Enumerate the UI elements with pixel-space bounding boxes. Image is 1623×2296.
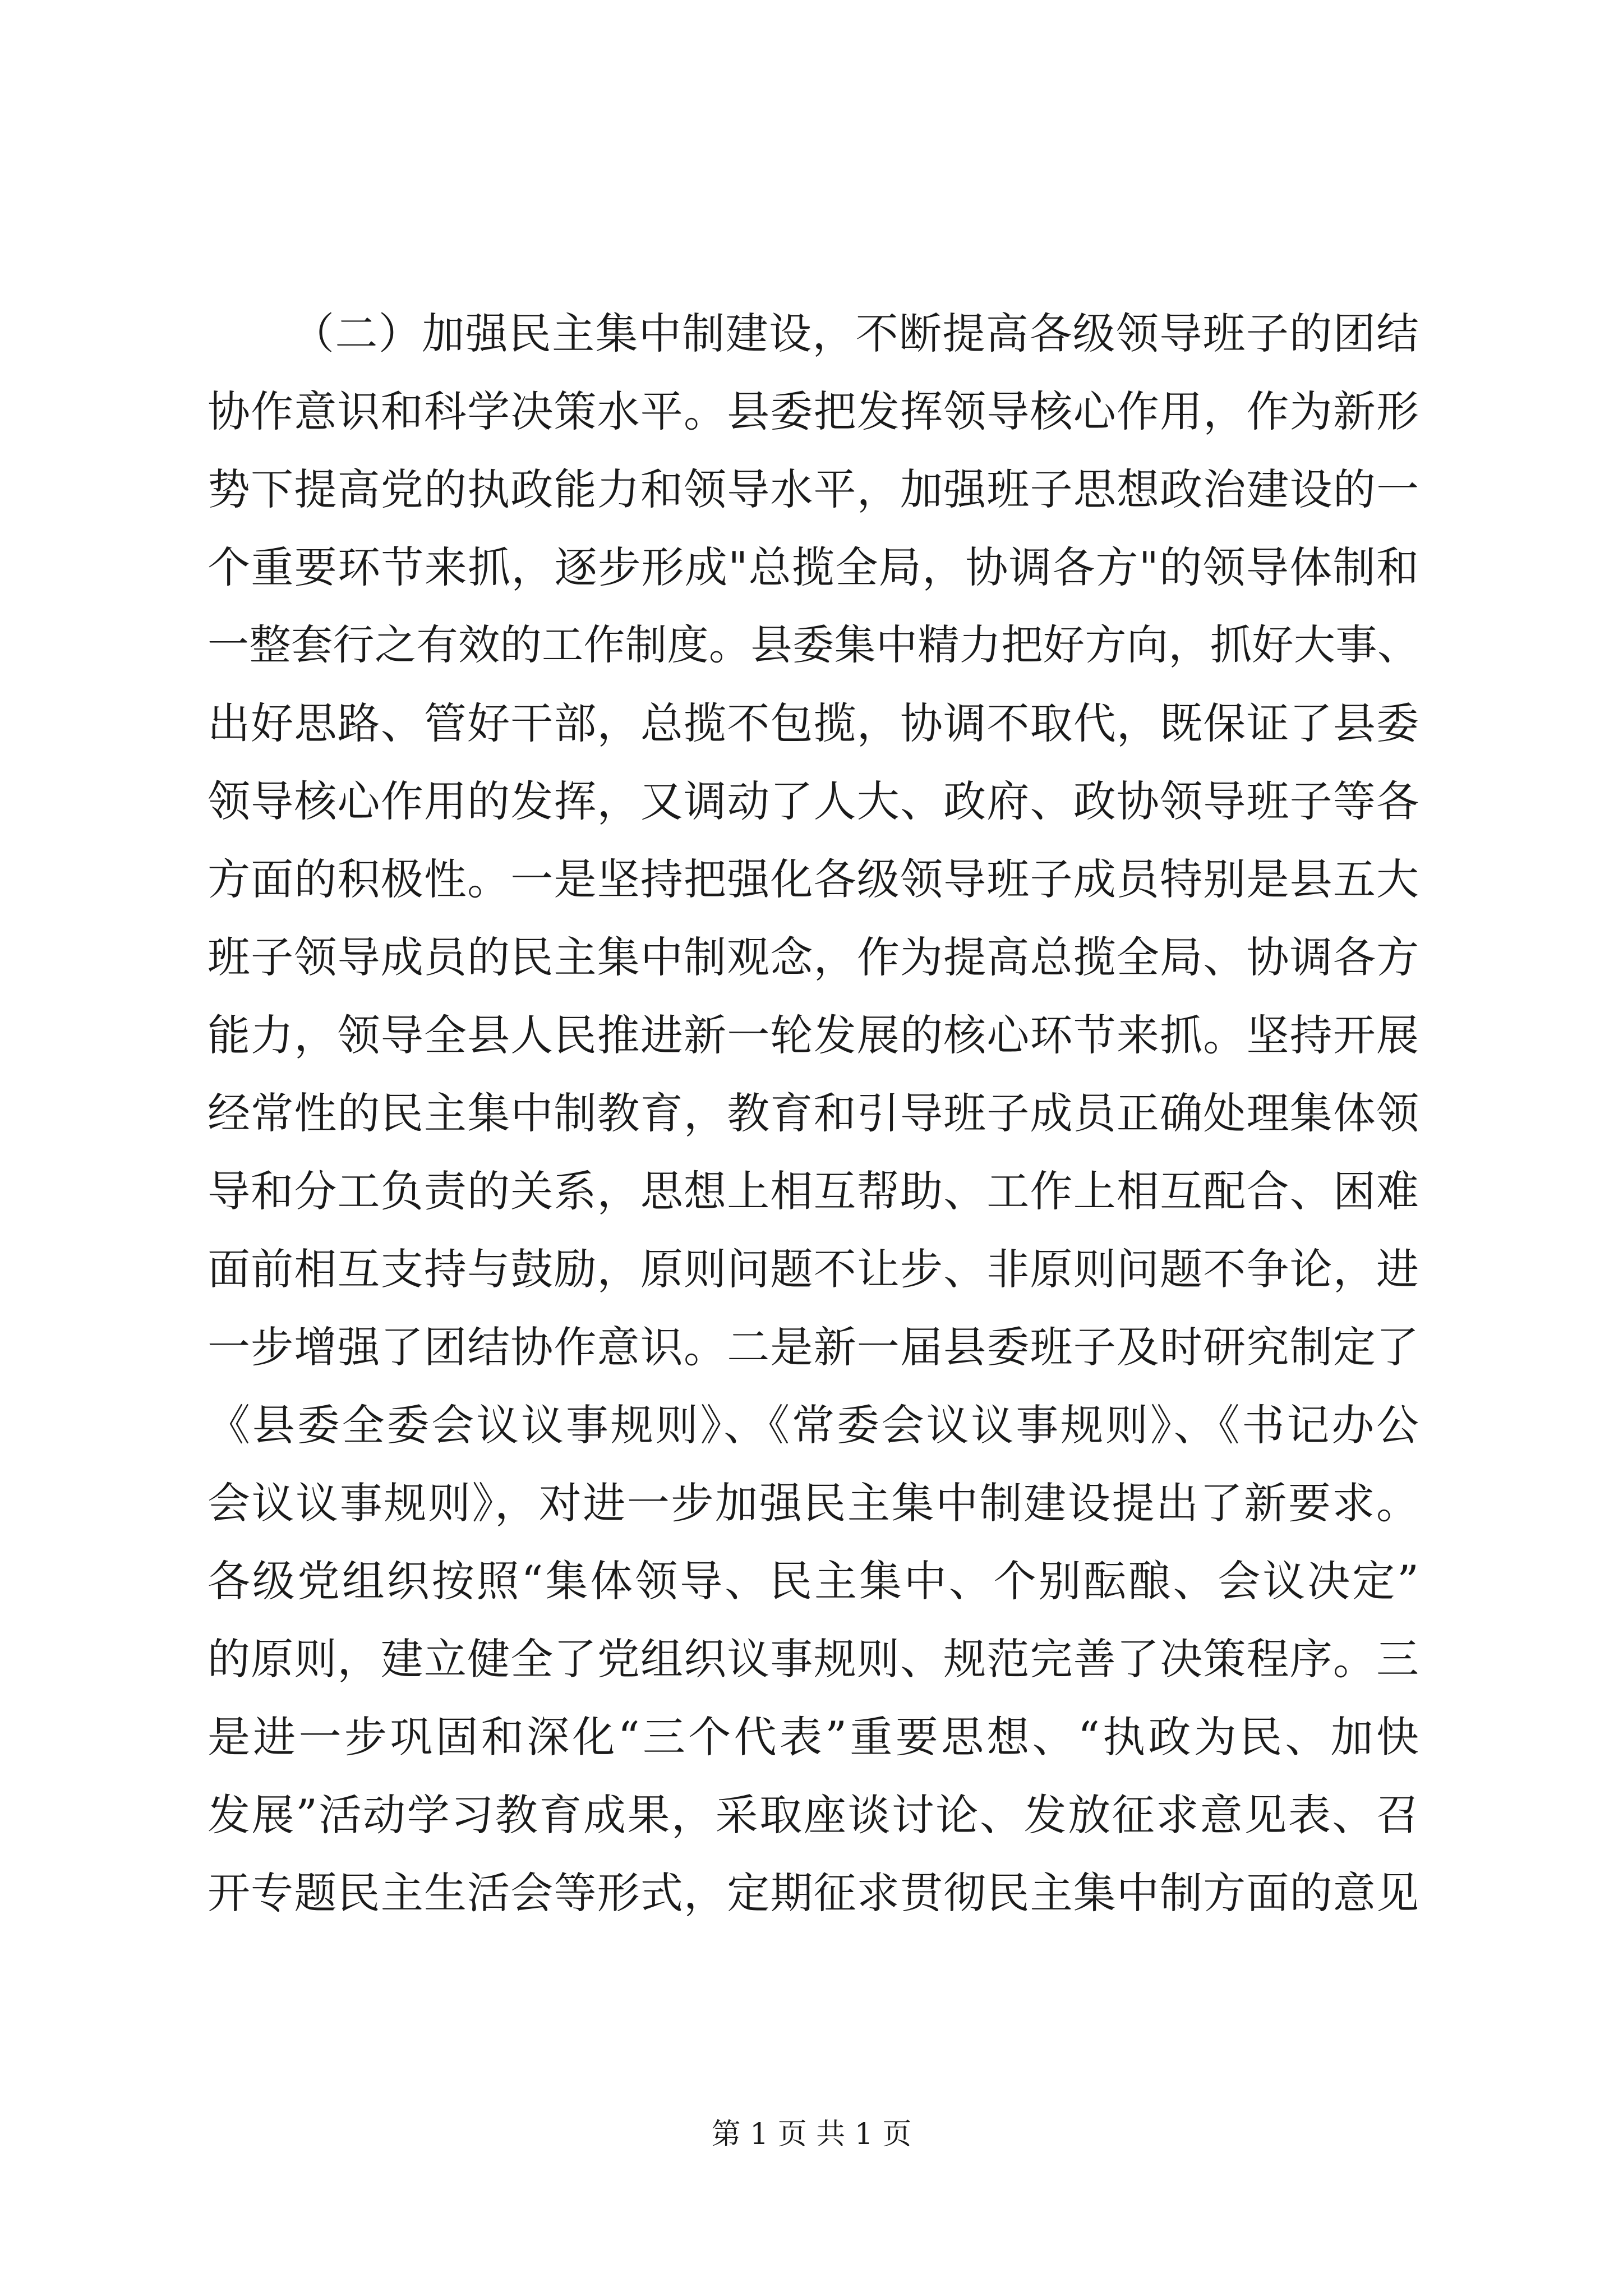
text-line: 各级党组织按照“集体领导、民主集中、个别酝酿、会议决定” (208, 1556, 1419, 1606)
text-line: 协作意识和科学决策水平。县委把发挥领导核心作用，作为新形 (208, 386, 1419, 436)
text-line: 势下提高党的执政能力和领导水平，加强班子思想政治建设的一 (208, 464, 1419, 514)
text-line: 能力，领导全县人民推进新一轮发展的核心环节来抓。坚持开展 (208, 1010, 1419, 1060)
text-line: 开专题民主生活会等形式，定期征求贯彻民主集中制方面的意见 (208, 1868, 1419, 1918)
text-line: 经常性的民主集中制教育，教育和引导班子成员正确处理集体领 (208, 1088, 1419, 1138)
text-line: 出好思路、管好干部，总揽不包揽，协调不取代，既保证了县委 (208, 698, 1419, 748)
text-line: 是进一步巩固和深化“三个代表”重要思想、“执政为民、加快 (208, 1712, 1419, 1762)
page-number-footer: 第 1 页 共 1 页 (711, 2118, 912, 2151)
text-line: 领导核心作用的发挥，又调动了人大、政府、政协领导班子等各 (208, 776, 1419, 826)
text-line: 一步增强了团结协作意识。二是新一届县委班子及时研究制定了 (208, 1322, 1419, 1372)
text-line: 发展”活动学习教育成果，采取座谈讨论、发放征求意见表、召 (208, 1790, 1419, 1840)
text-line: 面前相互支持与鼓励，原则问题不让步、非原则问题不争论，进 (208, 1244, 1419, 1294)
text-line: 方面的积极性。一是坚持把强化各级领导班子成员特别是县五大 (208, 854, 1419, 904)
text-line: 导和分工负责的关系，思想上相互帮助、工作上相互配合、困难 (208, 1166, 1419, 1216)
text-line: 会议议事规则》，对进一步加强民主集中制建设提出了新要求。 (208, 1478, 1419, 1528)
text-line: 班子领导成员的民主集中制观念，作为提高总揽全局、协调各方 (208, 932, 1419, 982)
text-line: 个重要环节来抓，逐步形成"总揽全局，协调各方"的领导体制和 (208, 542, 1419, 592)
text-line: 的原则，建立健全了党组织议事规则、规范完善了决策程序。三 (208, 1634, 1419, 1684)
body-paragraph (208, 295, 1419, 1932)
text-line: （二）加强民主集中制建设，不断提高各级领导班子的团结 (292, 309, 1419, 358)
text-line: 《县委全委会议议事规则》、《常委会议议事规则》、《书记办公 (208, 1400, 1419, 1450)
text-line: 一整套行之有效的工作制度。县委集中精力把好方向，抓好大事、 (208, 621, 1419, 669)
